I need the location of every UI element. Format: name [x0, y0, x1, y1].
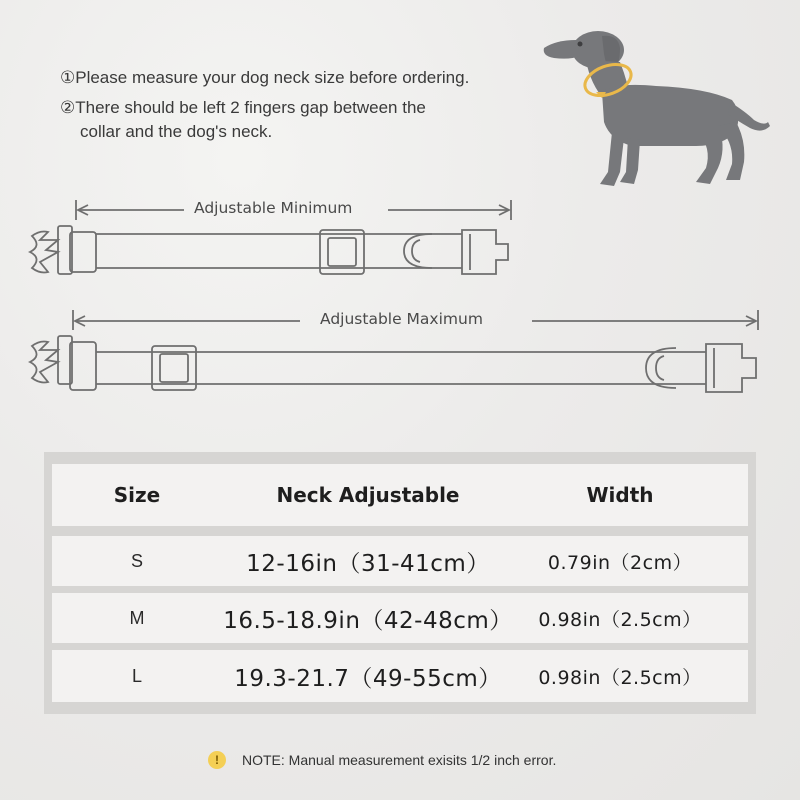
row-m-width: 0.98in（2.5cm） [538, 608, 702, 631]
table-row [52, 536, 748, 586]
note-text: NOTE: Manual measurement exisits 1/2 inch error. [242, 752, 557, 768]
row-l-width: 0.98in（2.5cm） [538, 666, 702, 689]
table-row [52, 650, 748, 702]
header-neck: Neck Adjustable [276, 483, 460, 507]
note [208, 748, 556, 772]
instruction-2: ②There should be left 2 fingers gap between the [60, 98, 426, 117]
row-l-size: L [131, 665, 142, 686]
row-s-size: S [130, 550, 143, 571]
row-m-neck: 16.5-18.9in（42-48cm） [223, 607, 513, 634]
header-size: Size [113, 483, 161, 507]
table-header [52, 464, 748, 526]
dog-silhouette [536, 22, 772, 192]
max-label: Adjustable Maximum [320, 310, 483, 328]
table-row [52, 593, 748, 643]
instructions [60, 66, 469, 144]
row-s-width: 0.79in（2cm） [547, 551, 693, 574]
warning-icon: ! [208, 751, 226, 769]
row-l-neck: 19.3-21.7（49-55cm） [234, 665, 502, 692]
size-table [44, 452, 756, 714]
row-s-neck: 12-16in（31-41cm） [246, 550, 490, 577]
header-width: Width [586, 483, 654, 507]
row-m-size: M [129, 607, 145, 628]
instruction-2-continued: collar and the dog's neck. [80, 122, 273, 141]
instruction-1: ①Please measure your dog neck size before ordering. [60, 68, 470, 87]
min-label: Adjustable Minimum [194, 199, 353, 217]
